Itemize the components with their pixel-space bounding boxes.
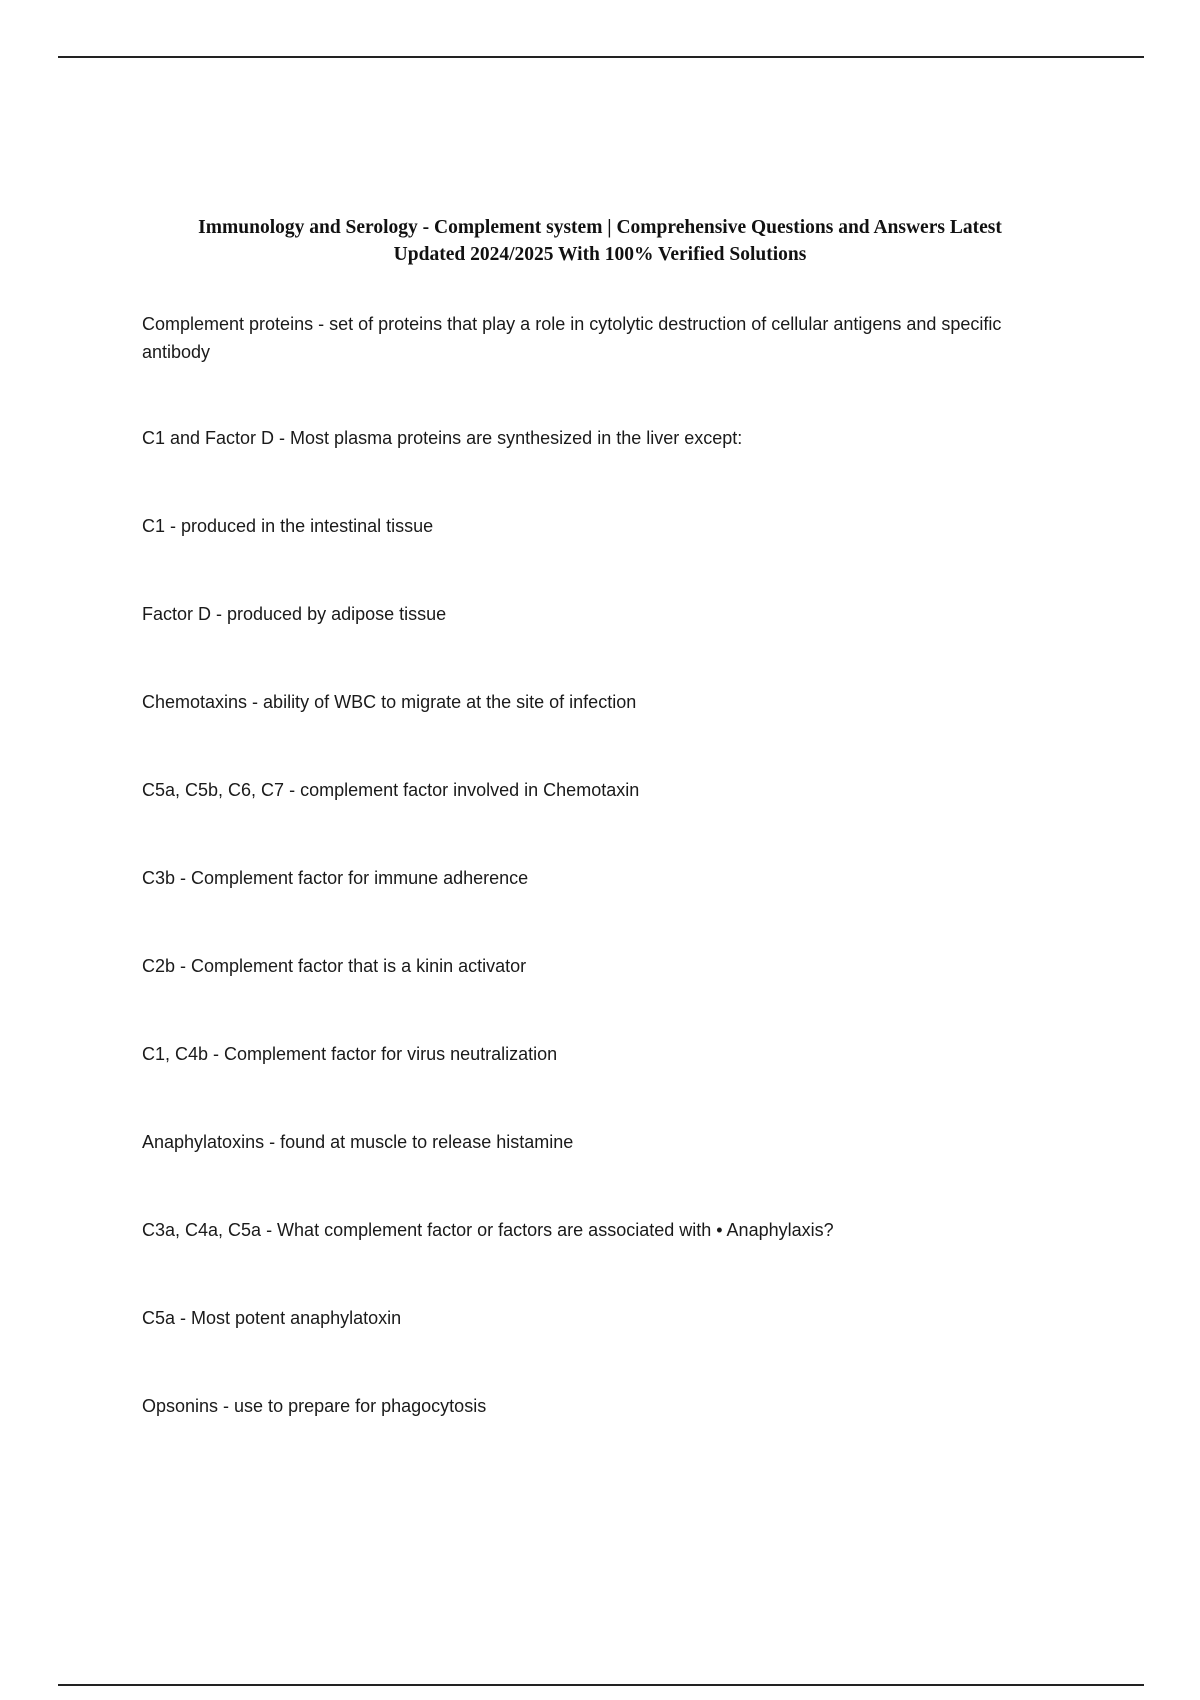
qa-item-factor-d: Factor D - produced by adipose tissue: [142, 604, 447, 624]
qa-item-c5a-c5b-c6-c7: C5a, C5b, C6, C7 - complement factor involved in Chemotaxin: [142, 780, 640, 800]
qa-list: [142, 310, 1062, 1480]
qa-item-c2b: C2b - Complement factor that is a kinin activator: [142, 956, 527, 976]
qa-item-complement-proteins: Complement proteins - set of proteins that play a role in cytolytic destruction of cellular antigens and specific antibody: [142, 314, 1002, 362]
qa-item-c3b: C3b - Complement factor for immune adherence: [142, 868, 529, 888]
qa-item-anaphylatoxins: Anaphylatoxins - found at muscle to release histamine: [142, 1132, 574, 1152]
qa-item-c5a: C5a - Most potent anaphylatoxin: [142, 1308, 402, 1328]
qa-item-opsonins: Opsonins - use to prepare for phagocytosis: [142, 1396, 487, 1416]
bottom-rule: [58, 1684, 1144, 1686]
qa-item-chemotaxins: Chemotaxins - ability of WBC to migrate at the site of infection: [142, 692, 637, 712]
qa-item-c1-factor-d: C1 and Factor D - Most plasma proteins are synthesized in the liver except:: [142, 428, 743, 448]
title-line-2: Updated 2024/2025 With 100% Verified Solutions: [393, 244, 807, 265]
title-line-1: Immunology and Serology - Complement system | Comprehensive Questions and Answers Latest: [198, 217, 1002, 238]
qa-item-c1: C1 - produced in the intestinal tissue: [142, 516, 434, 536]
top-rule: [58, 56, 1144, 58]
qa-item-c3a-c4a-c5a: C3a, C4a, C5a - What complement factor or factors are associated with • Anaphylaxis?: [142, 1220, 834, 1240]
document-title: [120, 214, 1080, 268]
qa-item-c1-c4b: C1, C4b - Complement factor for virus neutralization: [142, 1044, 558, 1064]
